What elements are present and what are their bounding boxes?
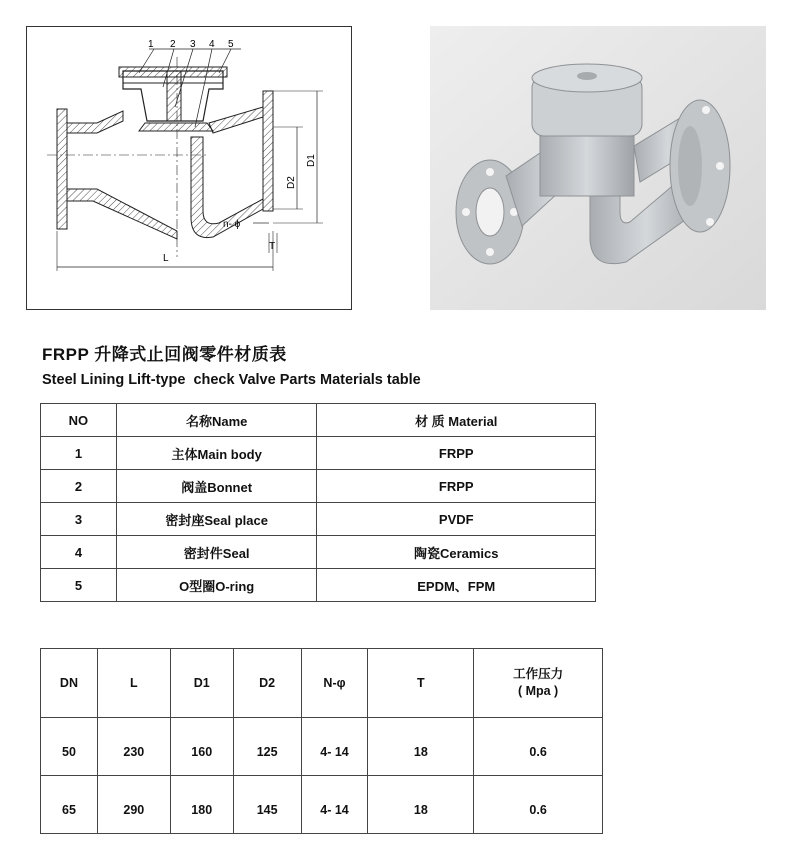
- inlet-upper-wall: [67, 111, 123, 133]
- cell-name: 主体Main body: [116, 437, 317, 470]
- cell-material: 陶瓷Ceramics: [317, 536, 596, 569]
- header-pressure-label: 工作压力: [513, 667, 564, 681]
- cell-name: 阀盖Bonnet: [116, 470, 317, 503]
- table-row: [41, 536, 596, 569]
- header-d1: D1: [170, 649, 233, 718]
- cell-no: 2: [41, 470, 117, 503]
- table-row: [41, 437, 596, 470]
- cell-no: 3: [41, 503, 117, 536]
- photo-body: [540, 136, 634, 196]
- section-drawing-svg: [27, 27, 351, 309]
- dimension-spec-table: [40, 648, 603, 834]
- seal-disc: [139, 123, 213, 131]
- callout-4: 4: [209, 39, 215, 50]
- table-row: [41, 776, 603, 834]
- dim-l: L: [163, 253, 169, 264]
- header-pressure: [474, 649, 603, 718]
- header-material: 材 质 Material: [317, 404, 596, 437]
- cell-no: 1: [41, 437, 117, 470]
- cell-d2: 145: [233, 776, 301, 834]
- cell-n-phi: 4- 14: [301, 718, 368, 776]
- cell-name: 密封座Seal place: [116, 503, 317, 536]
- cell-d2: 125: [233, 718, 301, 776]
- cell-d1: 160: [170, 718, 233, 776]
- right-flange: [263, 91, 273, 211]
- callout-3: 3: [190, 39, 196, 50]
- callout-2: 2: [170, 39, 176, 50]
- table-row: [41, 569, 596, 602]
- header-no: NO: [41, 404, 117, 437]
- cell-material: FRPP: [317, 437, 596, 470]
- dim-d1: D1: [306, 154, 317, 167]
- header-name: 名称Name: [116, 404, 317, 437]
- cell-name: 密封件Seal: [116, 536, 317, 569]
- callout-5: 5: [228, 39, 234, 50]
- cell-l: 230: [97, 718, 170, 776]
- dim-d2: D2: [286, 176, 297, 189]
- cell-l: 290: [97, 776, 170, 834]
- header-n-phi: N-φ: [301, 649, 368, 718]
- valve-section-drawing: [26, 26, 352, 310]
- header-d2: D2: [233, 649, 301, 718]
- parts-materials-table: [40, 403, 596, 602]
- cell-n-phi: 4- 14: [301, 776, 368, 834]
- table-row: [41, 503, 596, 536]
- cell-name: O型圈O-ring: [116, 569, 317, 602]
- title-chinese: FRPP 升降式止回阀零件材质表: [42, 345, 287, 364]
- valve-photo-svg: [430, 26, 766, 310]
- cell-no: 4: [41, 536, 117, 569]
- cell-pressure: 0.6: [474, 776, 603, 834]
- cell-no: 5: [41, 569, 117, 602]
- table-row: [41, 718, 603, 776]
- cell-material: PVDF: [317, 503, 596, 536]
- header-t: T: [368, 649, 474, 718]
- header-dn: DN: [41, 649, 98, 718]
- cell-t: 18: [368, 776, 474, 834]
- parts-table-header: [41, 404, 596, 437]
- cell-dn: 65: [41, 776, 98, 834]
- dim-n-phi: n- ϕ: [223, 219, 241, 230]
- spec-table-header: [41, 649, 603, 718]
- cell-d1: 180: [170, 776, 233, 834]
- cell-dn: 50: [41, 718, 98, 776]
- outlet-upper-wall: [209, 107, 263, 133]
- cell-material: FRPP: [317, 470, 596, 503]
- disc-stem: [167, 71, 181, 121]
- valve-product-photo: [430, 26, 766, 310]
- header-pressure-unit: ( Mpa ): [517, 684, 559, 698]
- header-l: L: [97, 649, 170, 718]
- cell-pressure: 0.6: [474, 718, 603, 776]
- cell-material: EPDM、FPM: [317, 569, 596, 602]
- left-flange: [57, 109, 67, 229]
- dim-t: T: [269, 241, 276, 252]
- callout-1: 1: [148, 39, 154, 50]
- inlet-lower-wall: [67, 189, 177, 239]
- table-row: [41, 470, 596, 503]
- title-english: Steel Lining Lift-type check Valve Parts Materials table: [42, 372, 421, 388]
- cell-t: 18: [368, 718, 474, 776]
